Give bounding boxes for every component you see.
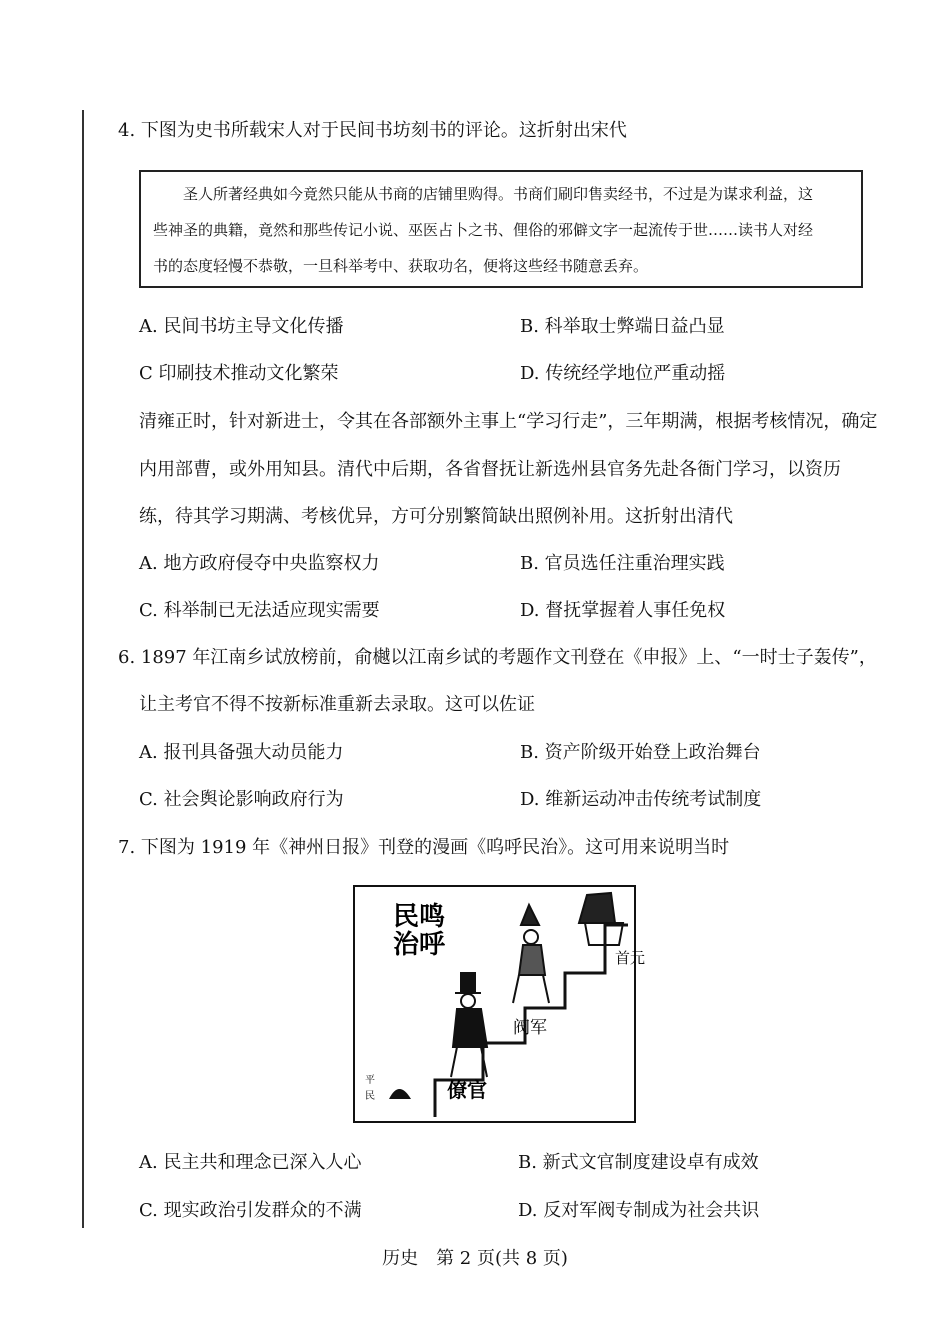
cartoon-label-guanliao: 僚官 <box>447 1078 487 1102</box>
q7-option-b[interactable]: B. 新式文官制度建设卓有成效 <box>518 1152 759 1173</box>
q5-stem-line-1: 清雍正时，针对新进士，令其在各部额外主事上“学习行走”，三年期满，根据考核情况，确定 <box>139 411 878 432</box>
q4-quote-line-3: 书的态度轻慢不恭敬，一旦科举考中、获取功名，便将这些经书随意丢弃。 <box>153 257 649 275</box>
q5-stem-line-3: 练，待其学习期满、考核优异，方可分别繁简缺出照例补用。这折射出清代 <box>139 506 733 527</box>
cartoon-label-min: 民 <box>365 1091 375 1102</box>
page-footer: 历史 第 2 页(共 8 页) <box>382 1248 568 1269</box>
q4-option-c[interactable]: C 印刷技术推动文化繁荣 <box>139 363 339 384</box>
q5-stem-line-2: 内用部曹，或外用知县。清代中后期，各省督抚让新选州县官务先赴各衙门学习，以资历 <box>139 459 841 480</box>
cartoon-label-ping: 平 <box>365 1075 375 1086</box>
q5-option-b[interactable]: B. 官员选任注重治理实践 <box>520 553 725 574</box>
q5-option-c[interactable]: C. 科举制已无法适应现实需要 <box>139 600 380 621</box>
cartoon-label-yuanshou: 首元 <box>615 949 646 967</box>
cartoon-title-bottom: 治呼 <box>393 930 446 960</box>
q4-quote-box <box>139 170 863 288</box>
q6-option-a[interactable]: A. 报刊具备强大动员能力 <box>139 742 344 763</box>
q4-option-b[interactable]: B. 科举取士弊端日益凸显 <box>520 316 725 337</box>
q6-option-d[interactable]: D. 维新运动冲击传统考试制度 <box>520 789 762 810</box>
q5-option-d[interactable]: D. 督抚掌握着人事任免权 <box>520 600 726 621</box>
q7-option-c[interactable]: C. 现实政治引发群众的不满 <box>139 1200 362 1221</box>
q7-option-a[interactable]: A. 民主共和理念已深入人心 <box>139 1152 362 1173</box>
q6-option-c[interactable]: C. 社会舆论影响政府行为 <box>139 789 344 810</box>
cartoon-woohoo-democracy <box>353 885 646 1123</box>
q4-option-a[interactable]: A. 民间书坊主导文化传播 <box>139 316 344 337</box>
q6-stem-line-1: 6. 1897 年江南乡试放榜前，俞樾以江南乡试的考题作文刊登在《申报》上、“一时士子轰传”， <box>118 647 877 668</box>
q4-option-d[interactable]: D. 传统经学地位严重动摇 <box>520 363 726 384</box>
q4-stem: 4. 下图为史书所载宋人对于民间书坊刻书的评论。这折射出宋代 <box>118 120 627 141</box>
q6-option-b[interactable]: B. 资产阶级开始登上政治舞台 <box>520 742 761 763</box>
q4-quote-line-2: 些神圣的典籍，竟然和那些传记小说、巫医占卜之书、俚俗的邪僻文字一起流传于世……读书人对经 <box>153 221 814 239</box>
q7-stem: 7. 下图为 1919 年《神州日报》刊登的漫画《呜呼民治》。这可用来说明当时 <box>118 837 730 858</box>
cartoon-title-top: 民鸣 <box>393 902 446 932</box>
cartoon-label-junfa: 阀军 <box>513 1018 547 1038</box>
q5-option-a[interactable]: A. 地方政府侵夺中央监察权力 <box>139 553 380 574</box>
q4-quote-line-1: 圣人所著经典如今竟然只能从书商的店铺里购得。书商们刷印售卖经书，不过是为谋求利益，这 <box>183 185 814 203</box>
margin-line <box>82 110 84 1228</box>
q6-stem-line-2: 让主考官不得不按新标准重新去录取。这可以佐证 <box>139 694 535 715</box>
q7-option-d[interactable]: D. 反对军阀专制成为社会共识 <box>518 1200 760 1221</box>
